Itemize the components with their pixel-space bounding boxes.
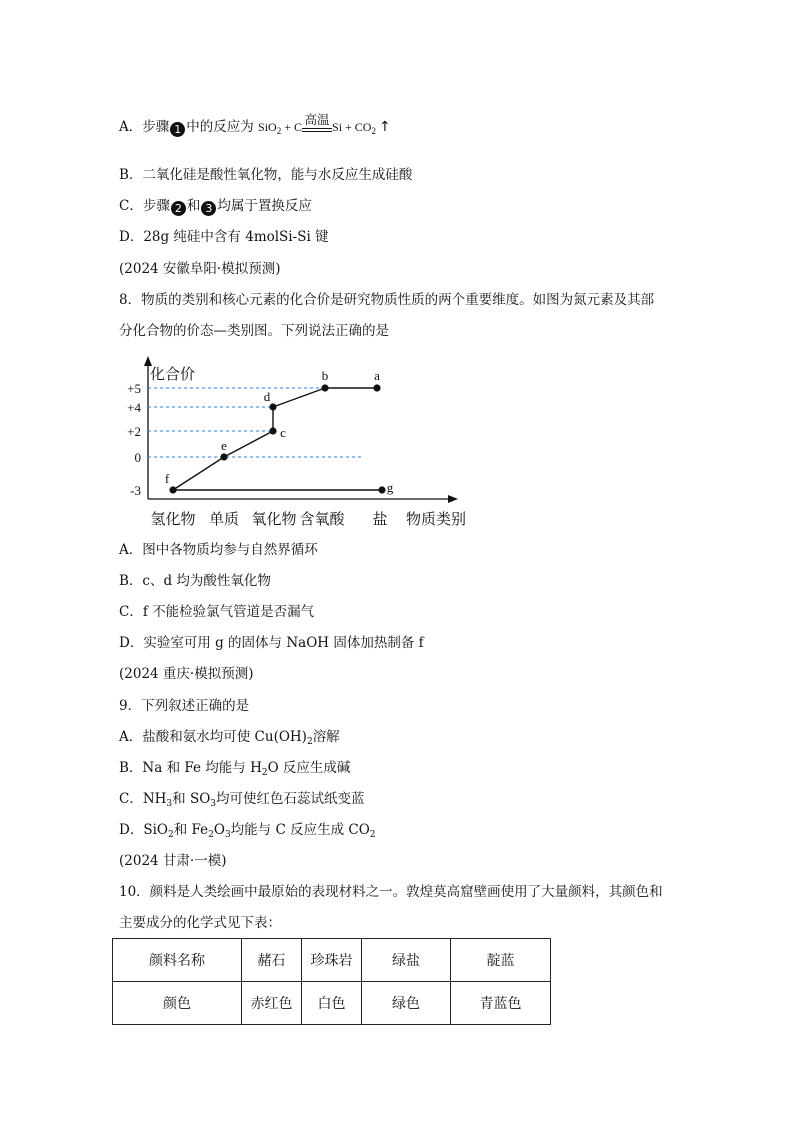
point-label: b: [321, 368, 329, 383]
table-cell: 珍珠岩: [302, 939, 362, 982]
x-tick-label: 单质: [208, 510, 240, 528]
table-cell: 颜料名称: [113, 939, 242, 982]
x-axis-label: 物质类别: [406, 510, 467, 528]
data-point: [373, 384, 380, 391]
table-cell: 青蓝色: [451, 982, 551, 1025]
pigment-table: [112, 938, 551, 1025]
source-tag: (2024 安徽阜阳·模拟预测): [119, 261, 281, 277]
source-tag: (2024 甘肃·一模): [119, 853, 227, 869]
q10-stem-line2: 主要成分的化学式见下表：: [119, 915, 281, 931]
data-point: [269, 403, 276, 410]
y-tick-label: +4: [127, 400, 141, 415]
valence-category-chart: [118, 350, 488, 532]
q10-stem-line1: 10．颜料是人类绘画中最原始的表现材料之一。敦煌莫高窟壁画使用了大量颜料，其颜色和: [119, 884, 663, 900]
q7-option-a: A．步骤 1 中的反应为 SiO$_2$ + C 高温 $Si + CO_2$ ↑: [119, 113, 391, 136]
y-tick-label: +5: [127, 381, 141, 396]
q7-option-b: B．二氧化硅是酸性氧化物，能与水反应生成硅酸: [119, 167, 413, 183]
q8-stem-line1: 8．物质的类别和核心元素的化合价是研究物质性质的两个重要维度。如图为氮元素及其部: [119, 292, 655, 308]
point-label: d: [263, 389, 271, 404]
point-label: f: [164, 471, 170, 486]
data-point: [169, 486, 176, 493]
table-cell: 赤红色: [242, 982, 302, 1025]
gas-arrow-icon: ↑: [378, 119, 391, 135]
point-label: a: [374, 368, 380, 383]
step-number-badge: 3: [201, 201, 216, 216]
x-tick-label: 氢化物: [150, 510, 196, 528]
x-tick-label: 含氧酸: [299, 510, 345, 528]
table-cell: 绿色: [362, 982, 451, 1025]
q7-option-c: C．步骤 2 和 3 均属于置换反应: [119, 198, 312, 215]
step-number-badge: 2: [171, 201, 186, 216]
point-label: g: [386, 480, 394, 495]
y-tick-label: -3: [130, 483, 141, 498]
reaction-condition: 高温: [302, 128, 332, 137]
connector-line: [224, 431, 273, 457]
data-point: [378, 486, 385, 493]
y-axis-label: 化合价: [150, 365, 196, 383]
step-number-badge: 1: [170, 122, 185, 137]
connector-line: [273, 388, 325, 407]
q9-option-a: A．盐酸和氨水均可使 $Cu(OH)_2$溶解: [119, 729, 340, 747]
q8-option-d: D．实验室可用 g 的固体与 NaOH 固体加热制备 f: [119, 635, 424, 651]
table-cell: 赭石: [242, 939, 302, 982]
table-cell: 白色: [302, 982, 362, 1025]
q9-option-c: C．$NH_3$和 $SO_3$均可使红色石蕊试纸变蓝: [119, 791, 365, 809]
x-tick-label: 盐: [372, 510, 388, 528]
q8-option-b: B．c、d 均为酸性氧化物: [119, 573, 271, 589]
q8-stem-line2: 分化合物的价态—类别图。下列说法正确的是: [119, 323, 389, 339]
x-axis-arrow-icon: [448, 495, 458, 503]
q7-option-d: D．28g 纯硅中含有 4molSi-Si 键: [119, 229, 329, 245]
q9-option-b: B．Na 和 Fe 均能与 $H_2O$ 反应生成碱: [119, 760, 351, 778]
data-point: [321, 384, 328, 391]
point-label: e: [221, 438, 227, 453]
table-cell: 靛蓝: [451, 939, 551, 982]
data-point: [220, 453, 227, 460]
table-row: [113, 939, 551, 982]
point-label: c: [280, 425, 286, 440]
source-tag: (2024 重庆·模拟预测): [119, 666, 254, 682]
data-point: [269, 427, 276, 434]
q8-option-a: A．图中各物质均参与自然界循环: [119, 542, 318, 558]
table-cell: 颜色: [113, 982, 242, 1025]
y-tick-label: 0: [134, 450, 141, 465]
x-tick-label: 氧化物: [251, 510, 297, 528]
reaction-equation: SiO$_2$ + C 高温 $Si + CO_2$ ↑: [258, 113, 391, 136]
table-cell: 绿盐: [362, 939, 451, 982]
y-tick-label: +2: [127, 424, 141, 439]
q8-option-c: C．f 不能检验氯气管道是否漏气: [119, 604, 315, 620]
q9-option-d: D．SiO$_2$和 $Fe_2O_3$均能与 C 反应生成 $CO_2$: [119, 822, 376, 840]
q9-stem: 9．下列叙述正确的是: [119, 698, 250, 714]
connector-line: [173, 457, 224, 490]
table-row: [113, 982, 551, 1025]
